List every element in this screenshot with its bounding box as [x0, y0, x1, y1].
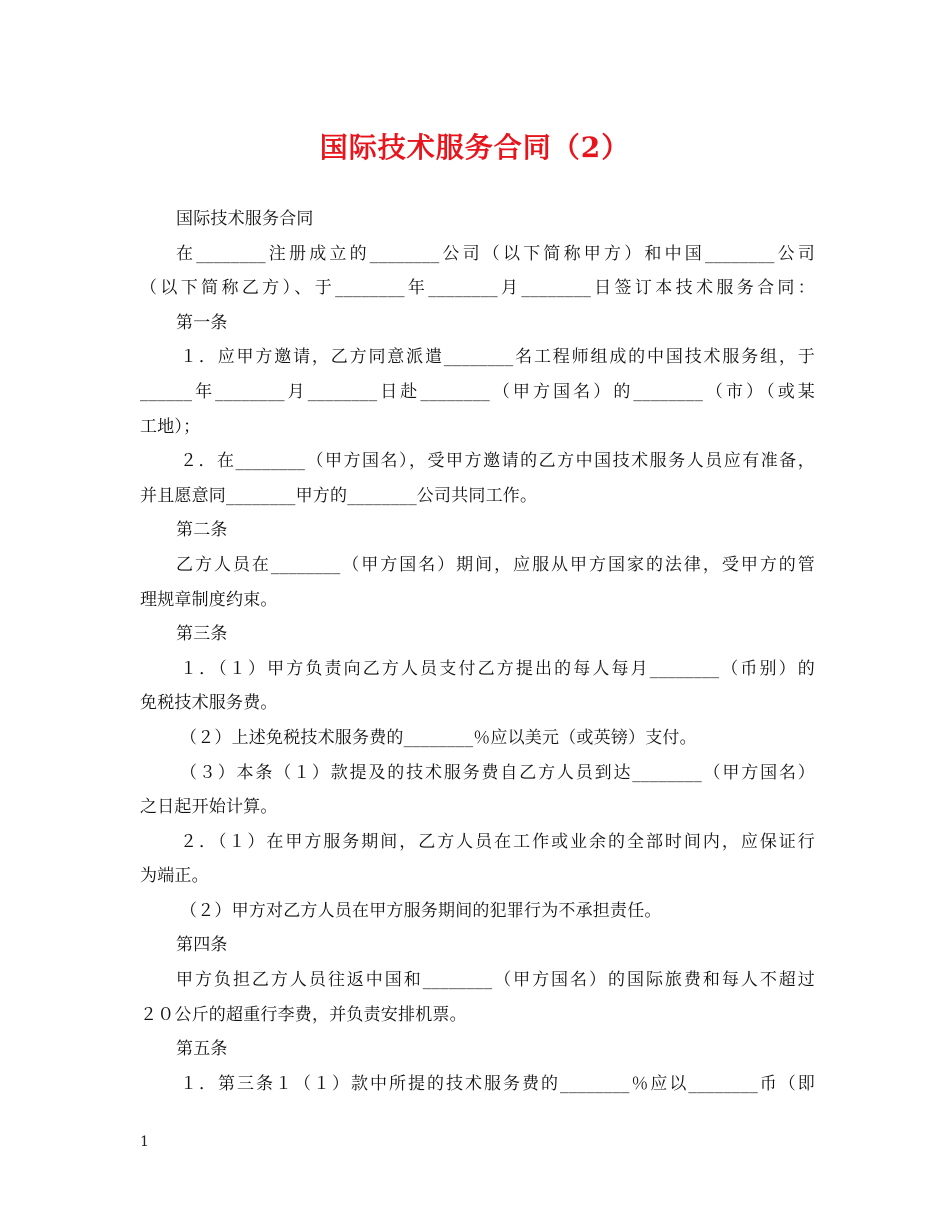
subtitle-line: 国际技术服务合同 — [176, 209, 314, 229]
paragraph-line: １．（１）甲方负责向乙方人员支付乙方提出的每人每月________（币别）的 — [180, 658, 815, 679]
paragraph-line: （３）本条（１）款提及的技术服务费自乙方人员到达________（甲方国名） — [180, 762, 815, 783]
paragraph-line: （以下简称乙方）、于________年________月________日签订本技术服务合同： — [140, 278, 815, 299]
paragraph-line: ２．在________（甲方国名），受甲方邀请的乙方中国技术服务人员应有准备， — [180, 451, 815, 472]
document-title: 国际技术服务合同（2） — [319, 131, 631, 164]
paragraph-line: １．应甲方邀请，乙方同意派遣________名工程师组成的中国技术服务组，于 — [180, 347, 815, 368]
paragraph-line: 免税技术服务费。 — [140, 693, 278, 714]
paragraph-line: （２）上述免税技术服务费的________％应以美元（或英镑）支付。 — [180, 727, 697, 748]
paragraph-line: ２０公斤的超重行李费，并负责安排机票。 — [140, 1004, 467, 1025]
document-body — [140, 202, 815, 1101]
paragraph-line: １．第三条１（１）款中所提的技术服务费的________％应以________币（即 — [180, 1073, 815, 1094]
paragraph-line: 理规章制度约束。 — [140, 589, 278, 610]
paragraph-line: 工地）； — [140, 416, 201, 437]
paragraph-line: 在________注册成立的________公司（以下简称甲方）和中国________公司 — [176, 243, 815, 264]
paragraph-line: ______年________月________日赴________（甲方国名）的________（市）（或某 — [140, 381, 815, 402]
article-heading: 第四条 — [176, 935, 228, 956]
paragraph-line: 甲方负担乙方人员往返中国和________（甲方国名）的国际旅费和每人不超过 — [176, 970, 815, 991]
paragraph-line: 乙方人员在________（甲方国名）期间，应服从甲方国家的法律，受甲方的管 — [176, 554, 815, 575]
page-number: 1 — [140, 1134, 149, 1150]
paragraph-line: ２．（１）在甲方服务期间，乙方人员在工作或业余的全部时间内，应保证行 — [180, 831, 815, 852]
paragraph-line: 为端正。 — [140, 866, 209, 887]
article-heading: 第二条 — [176, 520, 228, 541]
article-heading: 第三条 — [176, 624, 228, 645]
article-heading: 第一条 — [176, 312, 228, 333]
article-heading: 第五条 — [176, 1039, 228, 1060]
paragraph-line: （２）甲方对乙方人员在甲方服务期间的犯罪行为不承担责任。 — [180, 900, 662, 921]
paragraph-line: 并且愿意同________甲方的________公司共同工作。 — [140, 485, 538, 506]
paragraph-line: 之日起开始计算。 — [140, 797, 278, 818]
